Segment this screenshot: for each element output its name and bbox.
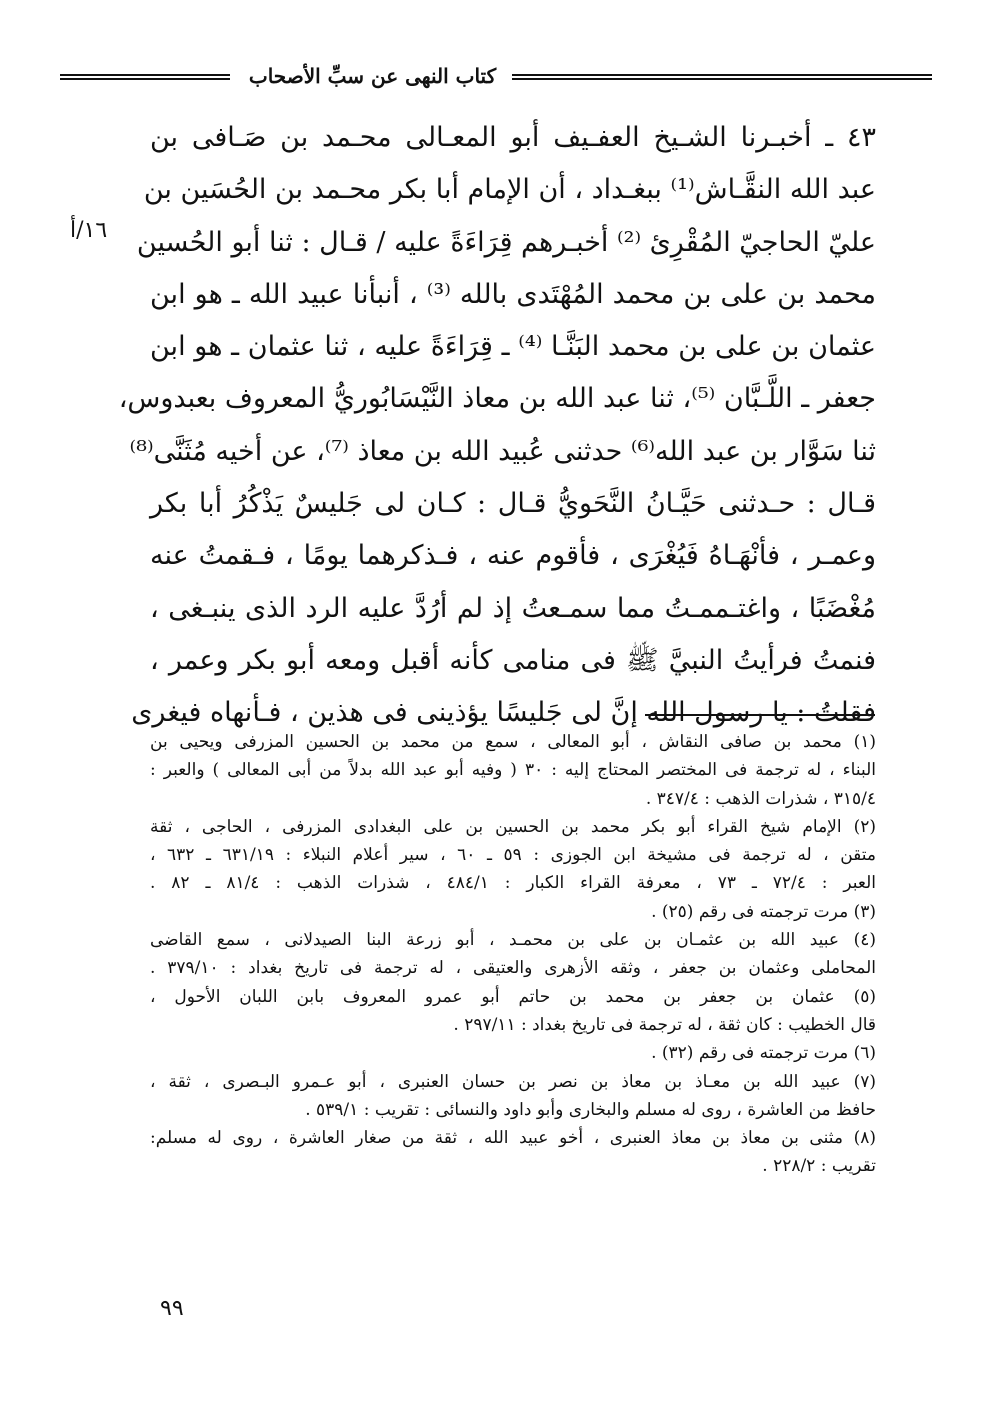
text-line: مُغْضَبًا ، واغتـممـتُ مما سمـعتُ إذ لم أرُدَّ عليه الرد الذى ينبـغى ، (150, 592, 876, 624)
footnote-line: (٥) عثمان بن جعفر بن محمد بن حاتم أبو عمرو المعروف بابن اللبان الأحول ، (150, 986, 876, 1007)
page-number: ٩٩ (160, 1296, 184, 1321)
footnote-line: (١) محمد بن صافى النقاش ، أبو المعالى ، سمع من محمد بن الحسين المزرفى ويحيى بن (150, 732, 876, 752)
footnote-separator (645, 714, 875, 716)
footnote-4 (150, 926, 876, 983)
running-title: كتاب النهى عن سبِّ الأصحاب (248, 64, 497, 88)
text-line: وعمـر ، فأنْهَـاهُ فَيُغْرَى ، فأقوم عنه ، فـذكرهما يومًا ، فـقمتُ عنه (150, 540, 876, 572)
footnote-line: (٣) مرت ترجمته فى رقم (٢٥) . (651, 901, 876, 922)
footnote-7 (150, 1068, 876, 1125)
footnote-line: متقن ، له ترجمة فى مشيخة ابن الجوزى : ٥٩ ـ ٦٠ ، سير أعلام النبلاء : ٦٣١/١٩ ـ ٦٣٢ ، (150, 845, 876, 866)
footnote-line: العبر : ٧٢/٤ ـ ٧٣ ، معرفة القراء الكبار : ٤٨٤/١ ، شذرات الذهب : ٨١/٤ ـ ٨٢ . (150, 873, 876, 894)
footnote-8 (150, 1124, 876, 1181)
footnote-line: حافظ من العاشرة ، روى له مسلم والبخارى وأبو داود والنسائى : تقريب : ٥٣٩/١ . (305, 1099, 876, 1120)
footnote-line: (٤) عبيد الله بن عثمـان بن على بن محمـد ، أبو زرعة البنا الصيدلانى ، سمع القاضى (150, 930, 876, 951)
footnote-6 (150, 1039, 876, 1067)
footnote-line: ٣١٥/٤ ، شذرات الذهب : ٣٤٧/٤ . (645, 788, 876, 809)
header-rule-right (512, 74, 932, 80)
main-text-block (118, 112, 876, 740)
footnote-line: البناء ، له ترجمة فى المختصر المحتاج إليه : ٣٠ ( وفيه أبو عبد الله بدلاً من أبى المعالى ) والعبر : (150, 760, 876, 781)
text-line: فنمتُ فرأيتُ النبيَّ ﷺ فى منامى كأنه أقبل ومعه أبو بكر وعمر ، (150, 644, 876, 676)
text-line: ثنا سَوَّار بن عبد الله⁽⁶⁾ حدثنى عُبيد الله بن معاذ ⁽⁷⁾، عن أخيه مُثَنَّى⁽⁸⁾ (129, 435, 876, 467)
text-line: عثمان بن على بن محمد البَنَّـا ⁽⁴⁾ ـ قِرَاءَةً عليه ، ثنا عثمان ـ هو ابن (150, 331, 876, 363)
footnote-line: المحاملى وعثمان بن جعفر ، وثقه الأزهرى والعتيقى ، له ترجمة فى تاريخ بغداد : ٣٧٩/١٠ . (150, 958, 876, 979)
footnote-2 (150, 813, 876, 898)
footnote-1 (150, 728, 876, 813)
footnote-line: (٧) عبيد الله بن معـاذ بن معاذ بن نصر بن حسان العنبرى ، أبو عـمرو البـصرى ، ثقة ، (150, 1071, 876, 1092)
page-header (60, 62, 932, 98)
footnote-line: (٦) مرت ترجمته فى رقم (٣٢) . (651, 1043, 876, 1064)
footnote-line: قال الخطيب : كان ثقة ، له ترجمة فى تاريخ بغداد : ٢٩٧/١١ . (453, 1014, 876, 1035)
footnote-line: (٨) مثنى بن معاذ بن معاذ العنبرى ، أخو عبيد الله ، ثقة من صغار العاشرة ، روى له مسلم: (150, 1128, 876, 1149)
text-line: محمد بن على بن محمد المُهْتَدى بالله ⁽³⁾ ، أنبأنا عبيد الله ـ هو ابن (150, 278, 876, 310)
footnote-3 (150, 898, 876, 926)
footnotes-block (150, 728, 876, 1181)
text-line: قـال : حـدثنى حَيَّـانُ النَّحَويُّ قـال : كـان لى جَليسٌ يَذْكُرُ أبا بكر (150, 488, 876, 520)
header-rule-left (60, 74, 230, 80)
margin-folio-note: ١٦/أ (70, 218, 108, 243)
text-line: ٤٣ ـ أخبـرنا الشـيخ العفـيف أبو المعـالى محـمد بن صَـافى بن (150, 122, 876, 153)
text-line: عليّ الحاجيّ المُقْرِئ ⁽²⁾ أخبـرهم قِرَاءَةً عليه / قـال : ثنا أبو الحُسين (136, 226, 876, 258)
footnote-line: تقريب : ٢٢٨/٢ . (762, 1156, 876, 1177)
text-line: جعفر ـ اللَّـبَّان ⁽⁵⁾، ثنا عبد الله بن معاذ النَّيْسَابُوريُّ المعروف بعبدوس، (118, 383, 876, 415)
footnote-line: (٢) الإمام شيخ القراء أبو بكر محمد بن الحسين بن على البغدادى المزرفى ، الحاجى ، ثقة (150, 816, 876, 837)
text-line: عبد الله النقَّـاش⁽¹⁾ ببغـداد ، أن الإمام أبا بكر محـمد بن الحُسَين بن (143, 174, 876, 206)
text-line: فقلتُ : يا رسول الله إنَّ لى جَليسًا يؤذينى فى هذين ، فـأنهاه فيغرى (131, 697, 876, 729)
footnote-5 (150, 983, 876, 1040)
